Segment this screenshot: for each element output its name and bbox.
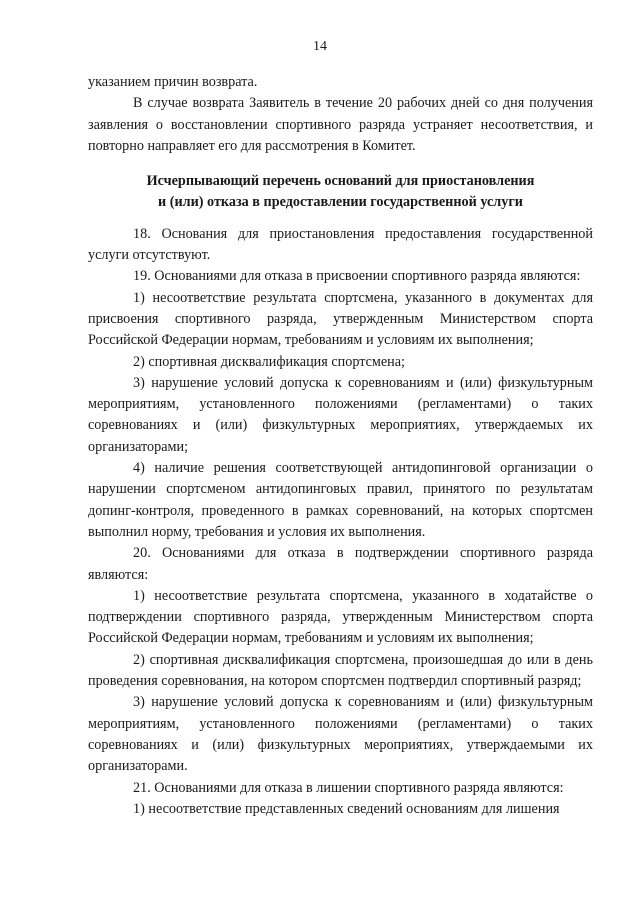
section-heading-line-1: Исчерпывающий перечень оснований для приостановления [146,173,535,190]
paragraph: 18. Основания для приостановления предоставления государственной услуги отсутствуют. [88,225,593,264]
section-heading-line-2: и (или) отказа в предоставлении государственной услуги [158,194,523,211]
paragraph: 2) спортивная дисквалификация спортсмена; [133,353,406,370]
page-number: 14 [313,39,327,54]
paragraph: 3) нарушение условий допуска к соревнованиям и (или) физкультурным мероприятиям, установленного положениями (регламентами) о таких соревнованиях и (или) физкультурных мероприятиях, утверждаемыми их организаторами. [88,694,593,775]
paragraph: 19. Основаниями для отказа в присвоении спортивного разряда являются: [133,268,581,285]
paragraph: указанием причин возврата. [88,74,258,90]
document-body [88,72,593,820]
paragraph: 21. Основаниями для отказа в лишении спортивного разряда являются: [133,779,564,796]
paragraph: 20. Основаниями для отказа в подтверждении спортивного разряда являются: [88,545,593,583]
paragraph: 4) наличие решения соответствующей антидопинговой организации о нарушении спортсменом антидопинговых правил, принятого по результатам допинг-контроля, проведенного в рамках соревнований, на которых спортсмен выполнил норму, требования и условия их выполнения. [88,460,593,540]
paragraph: 1) несоответствие результата спортсмена, указанного в ходатайстве о подтверждении спортивного разряда, утвержденным Министерством спорта Российской Федерации нормам, требованиям и условиям их выполнения; [88,587,593,647]
paragraph: 2) спортивная дисквалификация спортсмена, произошедшая до или в день проведения соревнования, на котором спортсмен подтвердил спортивный разряд; [88,651,593,690]
paragraph: 1) несоответствие результата спортсмена, указанного в документах для присвоения спортивного разряда, утвержденным Министерством спорта Российской Федерации нормам, требованиям и условиям их выполнения; [88,289,593,349]
paragraph: В случае возврата Заявитель в течение 20 рабочих дней со дня получения заявления о восстановлении спортивного разряда устраняет несоответствия, и повторно направляет его для рассмотрения в Комитет. [88,95,593,154]
paragraph: 3) нарушение условий допуска к соревнованиям и (или) физкультурным мероприятиям, установленного положениями (регламентами) о таких соревнованиях и (или) физкультурных мероприятиях, утверждаемых их организаторами; [88,374,593,455]
section-heading [88,171,593,214]
paragraph: 1) несоответствие представленных сведений основаниям для лишения [133,800,560,817]
